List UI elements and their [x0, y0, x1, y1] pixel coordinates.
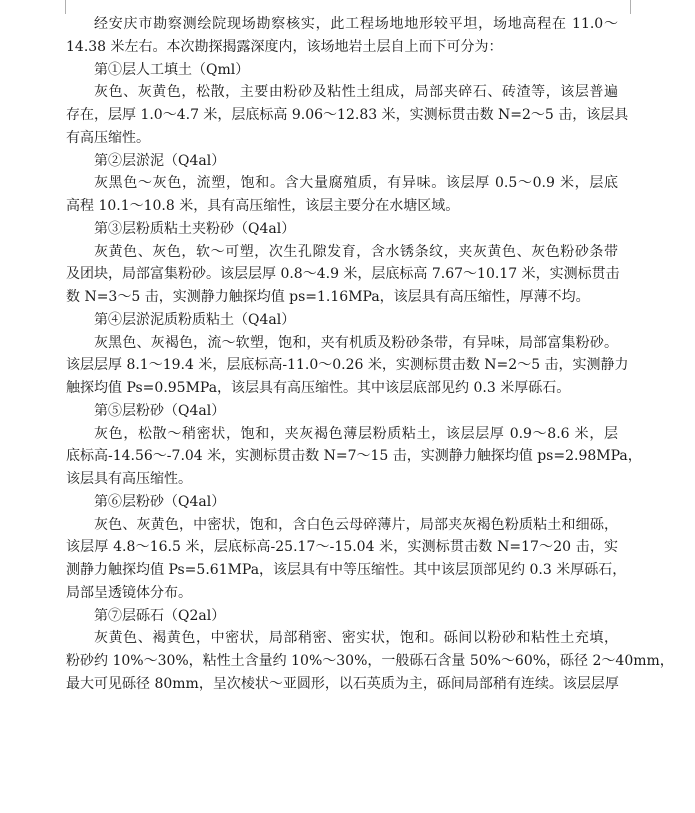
paragraph-line: 数 N=3～5 击，实测静力触探均值 ps=1.16MPa，该层具有高压缩性，厚薄不均。: [66, 289, 590, 305]
paragraph-line: 粉砂约 10%～30%，粘性土含量约 10%～30%，一般砾石含量 50%～60%，砾径 2～40mm，: [66, 653, 674, 669]
paragraph-line: 测静力触探均值 Ps=5.61MPa，该层具有中等压缩性。其中该层顶部见约 0.3 米厚砾石，: [66, 562, 627, 578]
paragraph-line: 高程 10.1～10.8 米，具有高压缩性，该层主要分在水塘区域。: [66, 198, 460, 214]
paragraph-line: 存在，层厚 1.0～4.7 米，层底标高 9.06～12.83 米，实测标贯击数 N=2～5 击，该层具: [66, 107, 629, 123]
text-line: [66, 445, 642, 468]
text-line: [66, 172, 618, 195]
text-line: [66, 423, 618, 446]
text-line: [66, 400, 618, 423]
text-line: [66, 309, 618, 332]
paragraph-line: 灰黑色～灰色，流塑，饱和。含大量腐殖质，有异味。该层厚 0.5～0.9 米，层底: [94, 175, 618, 192]
paragraph-line: 该层具有高压缩性。: [66, 471, 192, 487]
text-line: [66, 81, 618, 104]
heading-text: 第③层粉质粘土夹粉砂（Q4al）: [94, 220, 296, 237]
text-line: [66, 559, 627, 582]
body-paragraph: [66, 13, 618, 59]
text-line: [66, 650, 674, 673]
section-heading: [66, 605, 618, 628]
heading-text: 第①层人工填土（Qml）: [94, 61, 250, 78]
text-line: [66, 673, 618, 696]
paragraph-line: 最大可见砾径 80mm，呈次棱状～亚圆形，以石英质为主，砾间局部稍有连续。该层层厚: [66, 675, 619, 692]
paragraph-line: 灰黄色、褐黄色，中密状，局部稍密、密实状，饱和。砾间以粉砂和粘性土充填，: [94, 630, 618, 647]
text-line: [66, 263, 618, 286]
paragraph-line: 灰黑色、灰褐色，流～软塑，饱和，夹有机质及粉砂条带，有异味，局部富集粉砂。: [94, 334, 618, 351]
section-heading: [66, 59, 618, 82]
body-paragraph: [66, 81, 629, 149]
text-line: [66, 582, 618, 605]
text-line: [66, 332, 618, 355]
section-heading: [66, 309, 618, 332]
heading-text: 第⑥层粉砂（Q4al）: [94, 493, 226, 510]
page-corner-mark-right: [630, 0, 631, 14]
text-line: [66, 354, 629, 377]
text-line: [66, 218, 618, 241]
paragraph-line: 经安庆市勘察测绘院现场勘察核实，此工程场地地形较平坦，场地高程在 11.0～: [94, 16, 618, 32]
paragraph-line: 及团块，局部富集粉砂。该层层厚 0.8～4.9 米，层底标高 7.67～10.17 米，实测标贯击: [66, 266, 620, 283]
section-heading: [66, 491, 618, 514]
paragraph-line: 灰黄色、灰色，软～可塑，次生孔隙发育，含水锈条纹，夹灰黄色、灰色粉砂条带: [94, 243, 618, 260]
body-paragraph: [66, 241, 618, 309]
section-heading: [66, 400, 618, 423]
heading-text: 第⑤层粉砂（Q4al）: [94, 402, 226, 419]
text-line: [66, 491, 618, 514]
text-line: [66, 104, 629, 127]
body-paragraph: [66, 332, 629, 400]
text-line: [66, 536, 618, 559]
paragraph-line: 有高压缩性。: [66, 129, 150, 146]
body-paragraph: [66, 627, 674, 695]
body-paragraph: [66, 172, 618, 218]
paragraph-line: 灰色、灰黄色，松散，主要由粉砂及粘性土组成，局部夹碎石、砖渣等，该层普遍: [94, 84, 618, 101]
paragraph-line: 该层厚 4.8～16.5 米，层底标高-25.17～-15.04 米，实测标贯击数 N=17～20 击，实: [66, 539, 618, 556]
paragraph-line: 触探均值 Ps=0.95MPa，该层具有高压缩性。其中该层底部见约 0.3 米厚砾石。: [66, 380, 571, 396]
paragraph-line: 灰色、灰黄色，中密状，饱和，含白色云母碎薄片，局部夹灰褐色粉质粘土和细砾，: [94, 516, 618, 533]
section-heading: [66, 218, 618, 241]
paragraph-line: 底标高-14.56～-7.04 米，实测标贯击数 N=7～15 击，实测静力触探均值 ps=2.98MPa，: [66, 448, 642, 465]
text-line: [66, 195, 618, 218]
paragraph-line: 14.38 米左右。本次勘探揭露深度内，该场地岩土层自上而下可分为：: [66, 38, 503, 55]
body-paragraph: [66, 423, 642, 491]
paragraph-line: 局部呈透镜体分布。: [66, 584, 192, 601]
text-line: [66, 605, 618, 628]
text-line: [66, 59, 618, 82]
paragraph-line: 该层层厚 8.1～19.4 米，层底标高-11.0～0.26 米，实测标贯击数 N=2～5 击，实测静力: [66, 357, 629, 374]
text-line: [66, 241, 618, 264]
page-corner-mark-left: [65, 0, 66, 14]
text-line: [66, 627, 618, 650]
body-paragraph: [66, 514, 627, 605]
text-line: [66, 286, 618, 309]
document-body: [66, 13, 674, 696]
text-line: [66, 377, 618, 400]
text-line: [66, 36, 618, 59]
text-line: [66, 13, 618, 36]
section-heading: [66, 150, 618, 173]
text-line: [66, 150, 618, 173]
heading-text: 第⑦层砾石（Q2al）: [94, 607, 226, 624]
heading-text: 第②层淤泥（Q4al）: [94, 152, 226, 169]
paragraph-line: 灰色，松散～稍密状，饱和，夹灰褐色薄层粉质粘土，该层层厚 0.9～8.6 米，层: [94, 425, 618, 442]
heading-text: 第④层淤泥质粉质粘土（Q4al）: [94, 311, 296, 328]
text-line: [66, 127, 618, 150]
text-line: [66, 514, 618, 537]
text-line: [66, 468, 618, 491]
